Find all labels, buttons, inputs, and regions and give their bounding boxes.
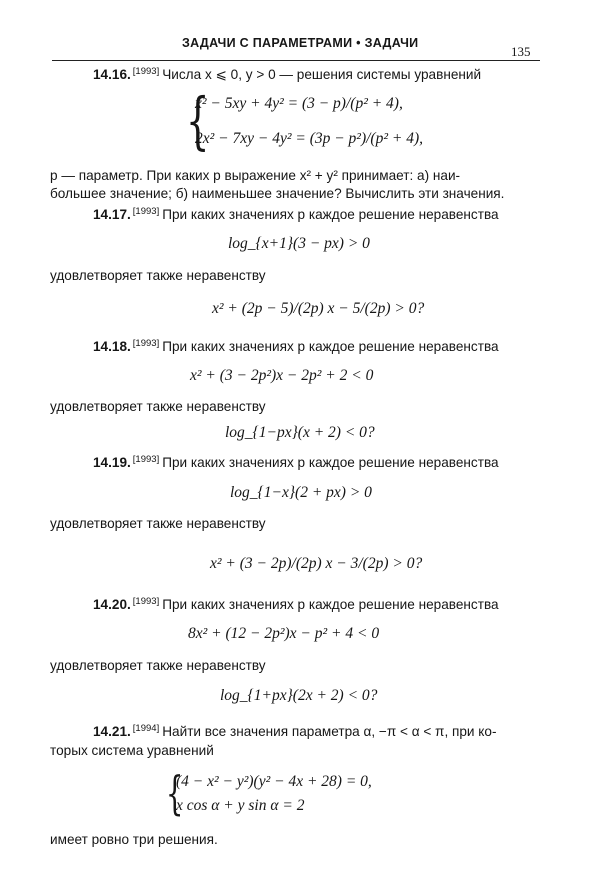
problem-14-19-heading — [93, 454, 499, 470]
inequality-2: log_{1+px}(2x + 2) < 0? — [220, 687, 378, 704]
inequality-1: log_{x+1}(3 − px) > 0 — [228, 235, 370, 252]
problem-intro: Числа x ⩽ 0, y > 0 — решения системы уравнений — [162, 67, 482, 82]
header-rule — [52, 60, 540, 61]
problem-intro: При каких значениях p каждое решение неравенства — [162, 339, 499, 354]
problem-number: 14.20. — [93, 597, 131, 612]
middle-text: удовлетворяет также неравенству — [50, 658, 266, 673]
inequality-2: x² + (3 − 2p)/(2p) x − 3/(2p) > 0? — [210, 555, 423, 572]
middle-text: удовлетворяет также неравенству — [50, 268, 266, 283]
system-equation-2: 2x² − 7xy − 4y² = (3p − p²)/(p² + 4), — [195, 130, 423, 147]
problem-14-16-heading — [93, 66, 481, 83]
problem-year: [1993] — [132, 596, 160, 607]
inequality-2: x² + (2p − 5)/(2p) x − 5/(2p) > 0? — [212, 300, 425, 317]
middle-text: удовлетворяет также неравенству — [50, 399, 266, 414]
system-brace: { — [165, 766, 184, 820]
system-equation-1: (4 − x² − y²)(y² − 4x + 28) = 0, — [176, 773, 372, 790]
problem-number: 14.19. — [93, 455, 131, 470]
problem-intro: При каких значениях p каждое решение неравенства — [162, 455, 499, 470]
system-equation-2: x cos α + y sin α = 2 — [176, 797, 305, 814]
problem-intro: Найти все значения параметра α, −π < α < π, при ко- — [162, 724, 497, 739]
problem-year: [1994] — [132, 723, 160, 734]
running-header: ЗАДАЧИ С ПАРАМЕТРАМИ • ЗАДАЧИ — [182, 36, 419, 50]
inequality-1: x² + (3 − 2p²)x − 2p² + 2 < 0 — [190, 367, 374, 384]
problem-text-line: p — параметр. При каких p выражение x² + y² принимает: а) наи- — [50, 168, 461, 183]
problem-number: 14.17. — [93, 207, 131, 222]
problem-year: [1993] — [132, 66, 160, 77]
problem-14-17-heading — [93, 206, 499, 222]
inequality-1: 8x² + (12 − 2p²)x − p² + 4 < 0 — [188, 625, 380, 642]
problem-14-18-heading — [93, 338, 499, 354]
system-brace: { — [185, 84, 210, 157]
problem-year: [1993] — [132, 206, 160, 217]
problem-number: 14.21. — [93, 724, 131, 739]
problem-ending: имеет ровно три решения. — [50, 832, 218, 847]
problem-intro: При каких значениях p каждое решение неравенства — [162, 207, 499, 222]
problem-intro-continued: торых система уравнений — [50, 743, 214, 758]
problem-year: [1993] — [132, 454, 160, 465]
problem-14-20-heading — [93, 596, 499, 612]
problem-number: 14.16. — [93, 67, 131, 82]
inequality-2: log_{1−px}(x + 2) < 0? — [225, 424, 375, 441]
problem-year: [1993] — [132, 338, 160, 349]
problem-number: 14.18. — [93, 339, 131, 354]
inequality-1: log_{1−x}(2 + px) > 0 — [230, 484, 372, 501]
problem-14-21-heading — [93, 723, 496, 739]
problem-text-line: большее значение; б) наименьшее значение? Вычислить эти значения. — [50, 186, 505, 201]
middle-text: удовлетворяет также неравенству — [50, 516, 266, 531]
problem-intro: При каких значениях p каждое решение неравенства — [162, 597, 499, 612]
page-number: 135 — [511, 44, 531, 59]
system-equation-1: x² − 5xy + 4y² = (3 − p)/(p² + 4), — [195, 95, 403, 112]
